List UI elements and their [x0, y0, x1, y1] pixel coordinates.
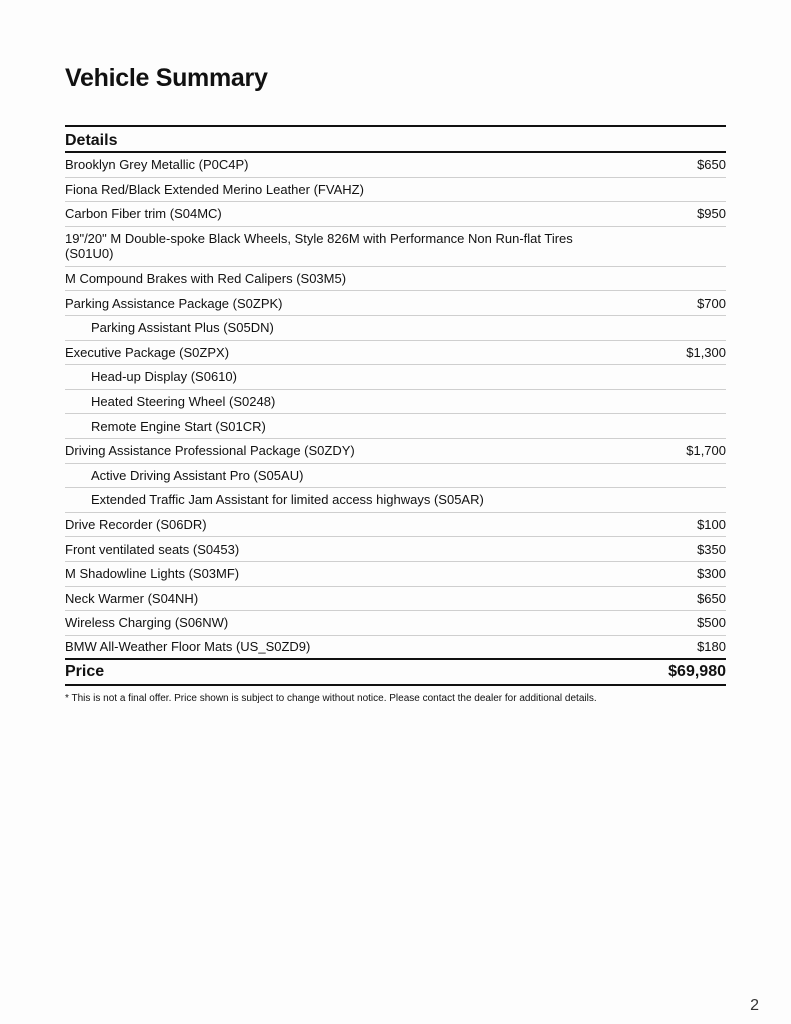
option-label: Brooklyn Grey Metallic (P0C4P): [65, 157, 249, 173]
option-row: [65, 439, 726, 464]
option-label: Carbon Fiber trim (S04MC): [65, 206, 222, 222]
option-label: BMW All-Weather Floor Mats (US_S0ZD9): [65, 639, 311, 655]
option-price: $650: [697, 157, 726, 173]
total-price-value: $69,980: [668, 663, 726, 681]
option-row: [65, 587, 726, 612]
option-label: Parking Assistant Plus (S05DN): [91, 320, 274, 336]
package-subitem-row: [65, 414, 726, 439]
package-subitem-row: [65, 464, 726, 489]
option-label: M Compound Brakes with Red Calipers (S03M5): [65, 271, 347, 287]
option-label: Remote Engine Start (S01CR): [91, 418, 266, 434]
option-row: [65, 291, 726, 316]
package-subitem-row: [65, 488, 726, 513]
option-row: [65, 611, 726, 636]
option-label: Front ventilated seats (S0453): [65, 541, 240, 557]
option-row: [65, 562, 726, 587]
option-label: Driving Assistance Professional Package (S0ZDY): [65, 443, 355, 459]
option-price: $650: [697, 590, 726, 606]
option-row: [65, 537, 726, 562]
option-price: $950: [697, 206, 726, 222]
option-label: Head-up Display (S0610): [91, 369, 237, 385]
details-table: [65, 125, 726, 686]
option-label: Heated Steering Wheel (S0248): [91, 394, 276, 410]
option-label: Executive Package (S0ZPX): [65, 344, 230, 360]
total-price-row: [65, 660, 726, 686]
package-subitem-row: [65, 316, 726, 341]
option-label: Parking Assistance Package (S0ZPK): [65, 295, 283, 311]
option-label: Extended Traffic Jam Assistant for limited access highways (S05AR): [91, 492, 484, 508]
total-price-label: Price: [65, 663, 105, 681]
option-label: Active Driving Assistant Pro (S05AU): [91, 467, 304, 483]
item-list: [65, 153, 726, 660]
option-label: M Shadowline Lights (S03MF): [65, 566, 240, 582]
package-subitem-row: [65, 390, 726, 415]
option-label: Drive Recorder (S06DR): [65, 517, 207, 533]
option-label: Neck Warmer (S04NH): [65, 590, 199, 606]
disclaimer-footnote: * This is not a final offer. Price shown is subject to change without notice. Please contact the dealer for additional details.: [65, 693, 597, 704]
option-row: [65, 227, 726, 267]
option-price: $180: [697, 639, 726, 655]
option-row: [65, 153, 726, 178]
option-price: $1,300: [686, 344, 726, 360]
option-price: $1,700: [686, 443, 726, 459]
option-price: $700: [697, 295, 726, 311]
option-price: $300: [697, 566, 726, 582]
option-price: $350: [697, 541, 726, 557]
page-number: 2: [750, 997, 759, 1014]
option-row: [65, 267, 726, 292]
option-row: [65, 202, 726, 227]
page-title: Vehicle Summary: [65, 64, 268, 92]
option-row: [65, 341, 726, 366]
option-row: [65, 636, 726, 661]
option-row: [65, 178, 726, 203]
option-label: Wireless Charging (S06NW): [65, 615, 229, 631]
option-label: Fiona Red/Black Extended Merino Leather (FVAHZ): [65, 181, 364, 197]
option-price: $100: [697, 517, 726, 533]
option-price: $500: [697, 615, 726, 631]
details-header: Details: [65, 127, 726, 153]
option-row: [65, 513, 726, 538]
option-label: 19"/20" M Double-spoke Black Wheels, Style 826M with Performance Non Run-flat Tires (S01U0): [65, 231, 573, 262]
package-subitem-row: [65, 365, 726, 390]
